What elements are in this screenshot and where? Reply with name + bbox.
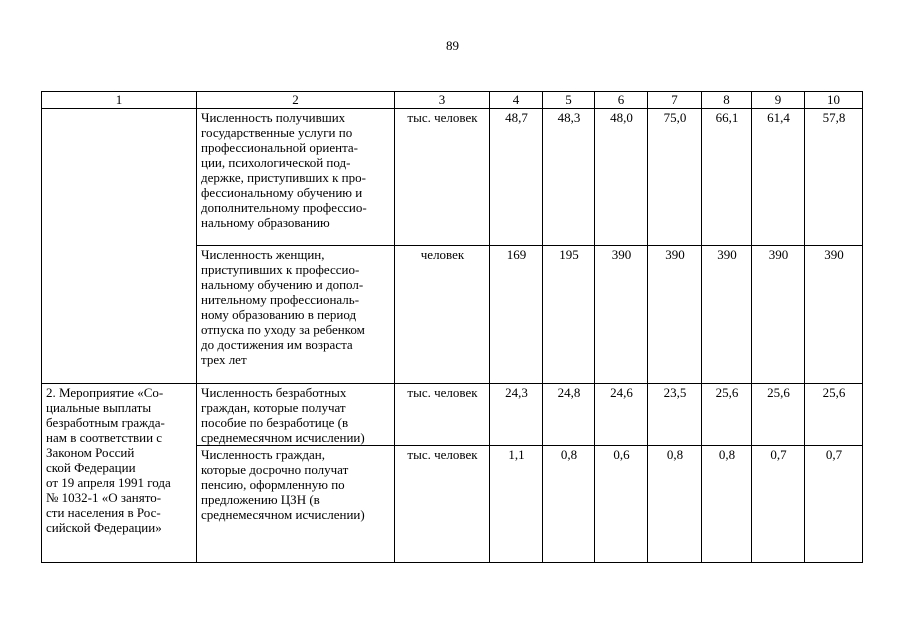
header-cell: 6 (595, 92, 648, 109)
value-cell: 24,6 (595, 384, 648, 446)
value-cell: 48,3 (543, 109, 595, 246)
header-cell: 9 (752, 92, 805, 109)
value-cell: 169 (490, 246, 543, 384)
value-cell: 24,8 (543, 384, 595, 446)
value-cell: 195 (543, 246, 595, 384)
value-cell: 390 (702, 246, 752, 384)
indicators-table (41, 91, 863, 563)
indicator-cell: Численность граждан, которые досрочно получат пенсию, оформленную по предложению ЦЗН (в среднемесячном исчислении) (197, 446, 395, 563)
unit-cell: тыс. человек (395, 446, 490, 563)
table-row (42, 384, 863, 446)
unit-cell: тыс. человек (395, 384, 490, 446)
value-cell: 25,6 (805, 384, 863, 446)
value-cell: 25,6 (752, 384, 805, 446)
value-cell: 25,6 (702, 384, 752, 446)
value-cell: 57,8 (805, 109, 863, 246)
value-cell: 75,0 (648, 109, 702, 246)
activity-cell (42, 109, 197, 384)
indicator-cell: Численность получивших государственные услуги по профессиональной ориента- ции, психологической под- держке, приступивших к про- фессиональному обучению и дополнительному профессио- нальному образованию (197, 109, 395, 246)
value-cell: 390 (752, 246, 805, 384)
value-cell: 24,3 (490, 384, 543, 446)
header-cell: 5 (543, 92, 595, 109)
activity-cell: 2. Мероприятие «Со- циальные выплаты безработным гражда- нам в соответствии с Законом Россий ской Федерации от 19 апреля 1991 года № 1032-1 «О занято- сти населения в Рос- сийской Федерации» (42, 384, 197, 563)
header-cell: 4 (490, 92, 543, 109)
value-cell: 390 (648, 246, 702, 384)
value-cell: 0,6 (595, 446, 648, 563)
page-number: 89 (446, 38, 459, 53)
value-cell: 390 (805, 246, 863, 384)
value-cell: 0,8 (543, 446, 595, 563)
value-cell: 48,0 (595, 109, 648, 246)
indicator-cell: Численность безработных граждан, которые получат пособие по безработице (в среднемесячном исчислении) (197, 384, 395, 446)
header-cell: 8 (702, 92, 752, 109)
unit-cell: человек (395, 246, 490, 384)
header-cell: 10 (805, 92, 863, 109)
value-cell: 0,8 (648, 446, 702, 563)
value-cell: 0,7 (752, 446, 805, 563)
value-cell: 1,1 (490, 446, 543, 563)
value-cell: 48,7 (490, 109, 543, 246)
unit-cell: тыс. человек (395, 109, 490, 246)
table-row (42, 109, 863, 246)
value-cell: 66,1 (702, 109, 752, 246)
header-cell: 1 (42, 92, 197, 109)
value-cell: 390 (595, 246, 648, 384)
header-cell: 7 (648, 92, 702, 109)
value-cell: 61,4 (752, 109, 805, 246)
table-header-row (42, 92, 863, 109)
header-cell: 3 (395, 92, 490, 109)
indicator-cell: Численность женщин, приступивших к профессио- нальному обучению и допол- нительному профессиональ- ному образованию в период отпуска по уходу за ребенком до достижения им возраста трех лет (197, 246, 395, 384)
value-cell: 0,8 (702, 446, 752, 563)
header-cell: 2 (197, 92, 395, 109)
value-cell: 23,5 (648, 384, 702, 446)
value-cell: 0,7 (805, 446, 863, 563)
